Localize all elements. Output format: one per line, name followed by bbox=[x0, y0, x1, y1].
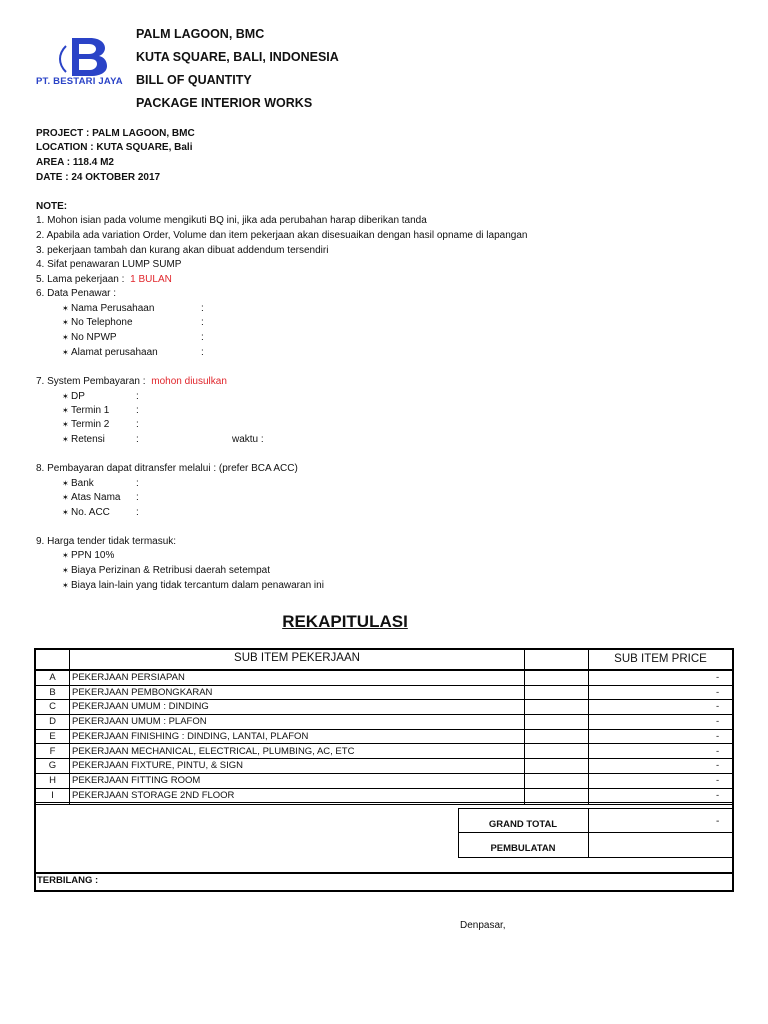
row-code: G bbox=[48, 760, 57, 772]
table-row bbox=[34, 759, 734, 774]
company-logo bbox=[36, 36, 128, 88]
bullet-star-icon: ✶ bbox=[62, 508, 69, 517]
penawar-colon: : bbox=[201, 332, 204, 343]
note-3: 3. pekerjaan tambah dan kurang akan dibuat addendum tersendiri bbox=[36, 245, 329, 256]
col-header-price: SUB ITEM PRICE bbox=[614, 653, 707, 665]
row-description: PEKERJAAN FINISHING : DINDING, LANTAI, PLAFON bbox=[72, 730, 309, 742]
row-price: - bbox=[716, 672, 720, 683]
row-description: PEKERJAAN UMUM : PLAFON bbox=[72, 716, 207, 728]
row-code: I bbox=[51, 789, 54, 801]
note-7-label: 7. System Pembayaran : bbox=[36, 376, 146, 387]
col-header-item: SUB ITEM PEKERJAAN bbox=[234, 652, 360, 664]
waktu-label: waktu : bbox=[232, 434, 264, 445]
pembayaran-colon: : bbox=[136, 434, 139, 445]
header-line-3: BILL OF QUANTITY bbox=[136, 73, 252, 87]
penawar-item: ✶ No NPWP bbox=[62, 332, 117, 343]
bullet-star-icon: ✶ bbox=[62, 348, 69, 357]
transfer-colon: : bbox=[136, 478, 139, 489]
row-price: - bbox=[716, 789, 720, 801]
row-code: D bbox=[49, 716, 56, 728]
row-code: A bbox=[49, 672, 56, 683]
bullet-star-icon: ✶ bbox=[62, 420, 69, 429]
pembayaran-item: ✶ DP bbox=[62, 391, 85, 402]
table-row bbox=[34, 730, 734, 745]
note-4: 4. Sifat penawaran LUMP SUMP bbox=[36, 259, 182, 270]
row-description: PEKERJAAN UMUM : DINDING bbox=[72, 701, 209, 713]
pembayaran-colon: : bbox=[136, 419, 139, 430]
note-7-value: mohon diusulkan bbox=[151, 376, 227, 387]
project-name: PROJECT : PALM LAGOON, BMC bbox=[36, 128, 195, 139]
pembulatan-label: PEMBULATAN bbox=[490, 843, 556, 854]
note-5-label: 5. Lama pekerjaan : bbox=[36, 274, 125, 285]
note-9: 9. Harga tender tidak termasuk: bbox=[36, 536, 177, 547]
note-6: 6. Data Penawar : bbox=[36, 288, 117, 299]
bullet-star-icon: ✶ bbox=[62, 479, 69, 488]
table-row bbox=[34, 774, 734, 789]
grand-total-value: - bbox=[716, 816, 720, 827]
bullet-star-icon: ✶ bbox=[62, 435, 69, 444]
row-price: - bbox=[716, 774, 720, 786]
row-price: - bbox=[716, 716, 720, 728]
note-1: 1. Mohon isian pada volume mengikuti BQ ini, jika ada perubahan harap diberikan tanda bbox=[36, 215, 427, 226]
transfer-item: ✶ Bank bbox=[62, 478, 94, 489]
project-location: LOCATION : KUTA SQUARE, Bali bbox=[36, 142, 193, 153]
terbilang-label: TERBILANG : bbox=[37, 875, 99, 886]
note-5-value: 1 BULAN bbox=[130, 274, 172, 285]
pembayaran-item: ✶ Retensi bbox=[62, 434, 105, 445]
bullet-star-icon: ✶ bbox=[62, 318, 69, 327]
row-price: - bbox=[716, 760, 720, 772]
row-description: PEKERJAAN PEMBONGKARAN bbox=[72, 686, 213, 698]
exclusion-item: ✶ Biaya lain-lain yang tidak tercantum dalam penawaran ini bbox=[62, 580, 324, 591]
table-row bbox=[34, 671, 734, 686]
row-price: - bbox=[716, 730, 720, 742]
recap-table bbox=[34, 648, 734, 892]
row-description: PEKERJAAN PERSIAPAN bbox=[72, 672, 185, 683]
row-price: - bbox=[716, 701, 720, 713]
row-description: PEKERJAAN FIXTURE, PINTU, & SIGN bbox=[72, 760, 244, 772]
penawar-colon: : bbox=[201, 303, 204, 314]
penawar-colon: : bbox=[201, 317, 204, 328]
pembayaran-colon: : bbox=[136, 391, 139, 402]
bullet-star-icon: ✶ bbox=[62, 333, 69, 342]
pembayaran-item: ✶ Termin 2 bbox=[62, 419, 110, 430]
project-date: DATE : 24 OKTOBER 2017 bbox=[36, 172, 161, 183]
recap-title: REKAPITULASI bbox=[282, 612, 408, 631]
note-title: NOTE: bbox=[36, 201, 68, 212]
note-8: 8. Pembayaran dapat ditransfer melalui : (prefer BCA ACC) bbox=[36, 463, 298, 474]
bullet-star-icon: ✶ bbox=[62, 566, 69, 575]
row-code: B bbox=[49, 686, 56, 698]
row-code: E bbox=[49, 730, 56, 742]
penawar-item: ✶ Alamat perusahaan bbox=[62, 347, 158, 358]
pembayaran-item: ✶ Termin 1 bbox=[62, 405, 110, 416]
table-row bbox=[34, 745, 734, 760]
transfer-colon: : bbox=[136, 507, 139, 518]
bullet-star-icon: ✶ bbox=[62, 551, 69, 560]
note-7 bbox=[36, 376, 227, 387]
pembayaran-colon: : bbox=[136, 405, 139, 416]
footer-place: Denpasar, bbox=[460, 920, 506, 931]
exclusion-item: ✶ Biaya Perizinan & Retribusi daerah setempat bbox=[62, 565, 270, 576]
header-line-1: PALM LAGOON, BMC bbox=[136, 27, 265, 41]
row-description: PEKERJAAN MECHANICAL, ELECTRICAL, PLUMBING, AC, ETC bbox=[72, 745, 355, 757]
transfer-item: ✶ No. ACC bbox=[62, 507, 110, 518]
exclusion-item: ✶ PPN 10% bbox=[62, 550, 115, 561]
note-2: 2. Apabila ada variation Order, Volume dan item pekerjaan akan disesuaikan dengan hasil opname di lapangan bbox=[36, 230, 528, 241]
bullet-star-icon: ✶ bbox=[62, 406, 69, 415]
row-code: F bbox=[49, 745, 56, 757]
table-row bbox=[34, 700, 734, 715]
bullet-star-icon: ✶ bbox=[62, 304, 69, 313]
penawar-item: ✶ Nama Perusahaan bbox=[62, 303, 155, 314]
transfer-item: ✶ Atas Nama bbox=[62, 492, 121, 503]
note-5 bbox=[36, 274, 172, 285]
project-area: AREA : 118.4 M2 bbox=[36, 157, 114, 168]
transfer-colon: : bbox=[136, 492, 139, 503]
table-row bbox=[34, 789, 734, 804]
logo-b-icon bbox=[36, 36, 128, 76]
bullet-star-icon: ✶ bbox=[62, 493, 69, 502]
bullet-star-icon: ✶ bbox=[62, 581, 69, 590]
row-price: - bbox=[716, 745, 720, 757]
header-line-2: KUTA SQUARE, BALI, INDONESIA bbox=[136, 50, 339, 64]
row-description: PEKERJAAN FITTING ROOM bbox=[72, 774, 201, 786]
bullet-star-icon: ✶ bbox=[62, 392, 69, 401]
header-line-4: PACKAGE INTERIOR WORKS bbox=[136, 96, 313, 110]
row-price: - bbox=[716, 686, 720, 698]
table-row bbox=[34, 715, 734, 730]
table-row bbox=[34, 686, 734, 701]
row-code: C bbox=[49, 701, 56, 713]
penawar-item: ✶ No Telephone bbox=[62, 317, 133, 328]
penawar-colon: : bbox=[201, 347, 204, 358]
company-name: PT. BESTARI JAYA bbox=[36, 76, 123, 87]
row-code: H bbox=[49, 774, 56, 786]
grand-total-label: GRAND TOTAL bbox=[488, 819, 558, 830]
row-description: PEKERJAAN STORAGE 2ND FLOOR bbox=[72, 789, 235, 801]
